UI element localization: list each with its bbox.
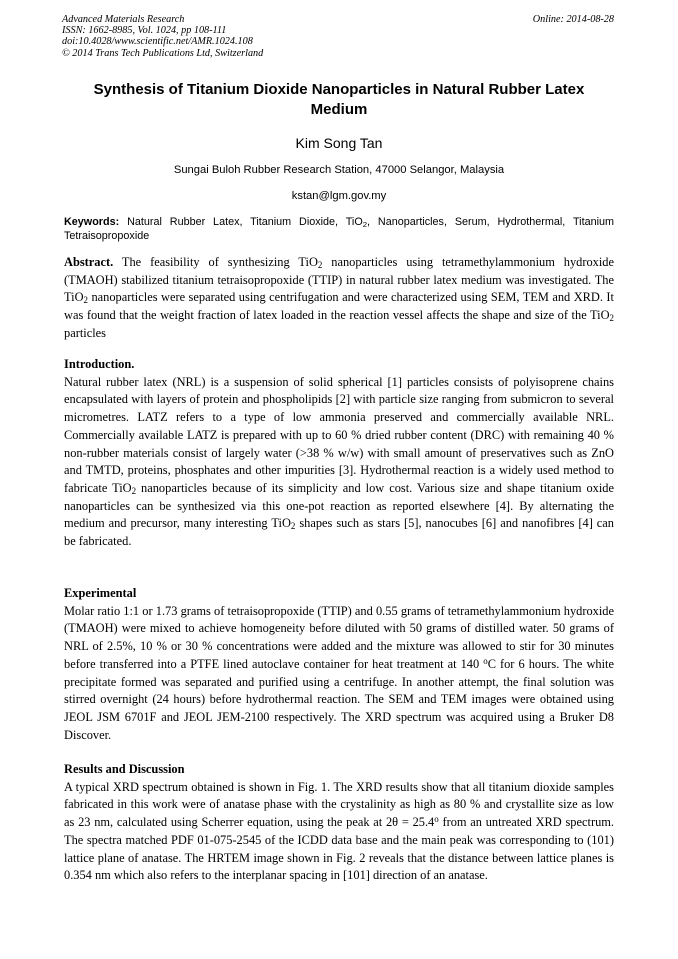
abstract-text: The feasibility of synthesizing TiO: [113, 255, 318, 269]
keywords-text: Natural Rubber Latex, Titanium Dioxide, TiO: [119, 216, 363, 228]
issn-line: ISSN: 1662-8985, Vol. 1024, pp 108-111: [62, 25, 227, 37]
subscript: 2: [317, 260, 323, 271]
introduction-text: shapes such as stars [5], nanocubes [6] and nanofibres [4] can be fabricated.: [64, 516, 614, 549]
author-email: kstan@lgm.gov.my: [291, 190, 387, 202]
experimental-text: C for 6 hours. The white precipitate formed was separated and purified using a centrifuge. In another attempt, the final solution was stirred overnight (24 hours) before hydrothermal reaction. The SEM and TEM images were obtained using JEOL JSM 6701F and JEOL JEM-2100 respectively. The XRD spectrum was acquired using a Bruker D8 Discover.: [64, 656, 614, 742]
subscript: 2: [131, 486, 137, 497]
superscript: o: [434, 814, 439, 825]
doi-line: doi:10.4028/www.scientific.net/AMR.1024.108: [62, 36, 253, 48]
journal-header: [62, 14, 263, 59]
experimental-text: Molar ratio 1:1 or 1.73 grams of tetraisopropoxide (TTIP) and 0.55 grams of tetramethylammonium hydroxide (TMAOH) were mixed to achieve homogeneity before diluted with 50 grams of distilled water. 50 grams of NRL of 2.5%, 10 % or 30 % concentrations were added and the mixture was allowed to stir for 30 minutes before transferred into a PTFE lined autoclave container for heat treatment at 140: [64, 603, 614, 671]
author-affiliation: Sungai Buloh Rubber Research Station, 47000 Selangor, Malaysia: [173, 164, 505, 176]
author-name: Kim Song Tan: [295, 135, 383, 151]
subscript: 2: [290, 521, 296, 532]
results-heading: Results and Discussion: [64, 762, 185, 776]
experimental-section: [64, 585, 614, 744]
abstract-text: nanoparticles were separated using centrifugation and were characterized using SEM, TEM and XRD. It was found that the weight fraction of latex loaded in the reaction vessel affects the shape and size of the TiO: [64, 290, 614, 323]
abstract-section: [64, 254, 614, 343]
abstract-text: particles: [64, 325, 106, 340]
subscript: 2: [83, 295, 88, 306]
introduction-text: nanoparticles because of its simplicity and low cost. Various size and shape titanium oxide nanoparticles can be synthesized via this one-pot reaction as reported elsewhere [4]. By alternating the medium and precursor, many interesting TiO: [64, 480, 614, 531]
abstract-text: nanoparticles using tetramethylammonium hydroxide (TMAOH) stabilized titanium tetraisopropoxide (TTIP) in natural rubber latex medium was investigated. The TiO: [64, 255, 614, 305]
introduction-heading: Introduction.: [64, 357, 135, 371]
superscript: o: [483, 655, 488, 666]
results-text: A typical XRD spectrum obtained is shown in Fig. 1. The XRD results show that all titanium dioxide samples fabricated in this work were of anatase phase with the crystalinity as high as 80 % and crystallite size as low as 23 nm, calculated using Scherrer equation, using the peak at 2θ = 25.4: [64, 779, 614, 830]
subscript: 2: [609, 313, 614, 324]
online-date: Online: 2014-08-28: [532, 14, 614, 25]
copyright-line: © 2014 Trans Tech Publications Ltd, Switzerland: [62, 47, 264, 59]
keywords-text: , Nanoparticles, Serum, Hydrothermal, Titanium Tetraisopropoxide: [64, 216, 614, 242]
subscript: 2: [362, 219, 368, 229]
introduction-text: Natural rubber latex (NRL) is a suspension of solid spherical [1] particles consists of polyisoprene chains encapsulated with layers of protein and phospholipids [2] with particle size ranging from submicron to several micrometres. LATZ refers to a type of low ammonia preserved and commercially available NRL. Commercially available LATZ is prepared with up to 60 % dried rubber content (DRC) with remaining 40 % non-rubber materials consist of largely water (>38 % w/w) with small amount of preservatives such as ZnO and TMTD, proteins, phosphates and other impurities [3]. Hydrothermal reaction is a widely used method to fabricate TiO: [64, 374, 614, 495]
introduction-section: [64, 356, 614, 551]
journal-name: Advanced Materials Research: [62, 14, 185, 25]
keywords-section: [64, 215, 614, 243]
abstract-label: Abstract.: [64, 255, 114, 269]
results-section: [64, 761, 614, 885]
experimental-heading: Experimental: [64, 586, 137, 600]
keywords-label: Keywords:: [64, 216, 120, 228]
results-text: from an untreated XRD spectrum. The spectra matched PDF 01-075-2545 of the ICDD data base and the main peak was corresponding to (101) lattice plane of anatase. The HRTEM image shown in Fig. 2 reveals that the distance between lattice planes is 0.354 nm which also refers to the interplanar spacing in [101] direction of an anatase.: [64, 815, 615, 883]
paper-title: Synthesis of Titanium Dioxide Nanoparticles in Natural Rubber Latex Medium: [93, 81, 585, 118]
